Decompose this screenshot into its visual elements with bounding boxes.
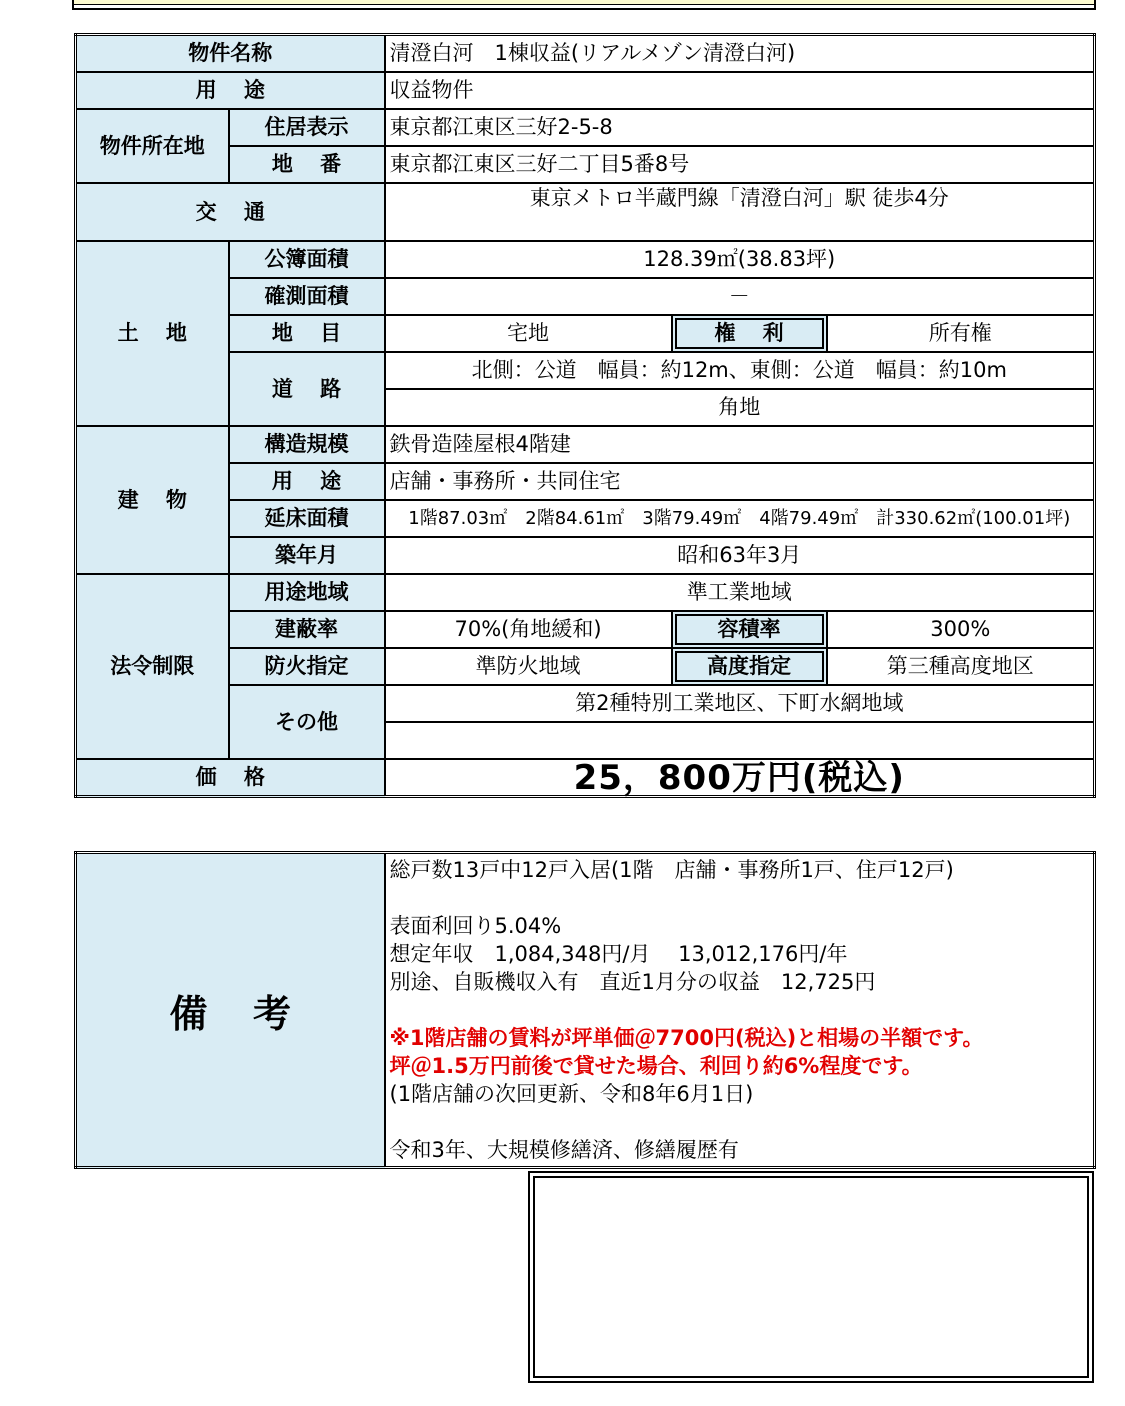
top-banner: [72, 0, 1096, 10]
land-category-label: 地目: [229, 315, 385, 352]
land-label: 土地: [76, 241, 229, 426]
floor-area-value: 1階87.03㎡ 2階84.61㎡ 3階79.49㎡ 4階79.49㎡ 計330.62㎡(100.01坪): [385, 500, 1095, 537]
other-label: その他: [229, 685, 385, 759]
notes-spacer: [390, 1108, 1090, 1136]
notes-spacer: [390, 996, 1090, 1024]
row-notes: [76, 853, 1095, 1168]
notes-income: 想定年収 1,084,348円/月 13,012,176円/年: [389, 942, 848, 966]
notes-rent-warning: ※1階店舗の賃料が坪単価＠7700円(税込)と相場の半額です。: [389, 1026, 984, 1050]
road-value: 北側：公道 幅員：約12m、東側：公道 幅員：約10m: [385, 352, 1095, 389]
price-label: 価格: [76, 759, 385, 797]
row-price: [76, 759, 1095, 797]
address-value: 東京都江東区三好2-5-8: [385, 109, 1095, 146]
row-lot: [76, 146, 1095, 183]
road-note: 角地: [385, 389, 1095, 426]
height-label: 高度指定: [672, 648, 827, 685]
use-value: 収益物件: [385, 72, 1095, 109]
far-value: 300%: [827, 611, 1095, 648]
notes-repairs: 令和3年、大規模修繕済、修繕履歴有: [389, 1138, 739, 1162]
row-zoning: [76, 574, 1095, 611]
row-building-structure: [76, 426, 1095, 463]
built-label: 築年月: [229, 537, 385, 574]
row-transport: [76, 183, 1095, 241]
row-land-category: [76, 315, 1095, 352]
surveyed-area-label: 確測面積: [229, 278, 385, 315]
row-coverage: [76, 611, 1095, 648]
transport-label: 交通: [76, 183, 385, 241]
row-land-surveyed-area: [76, 278, 1095, 315]
lot-value: 東京都江東区三好二丁目5番8号: [385, 146, 1095, 183]
registered-area-label: 公簿面積: [229, 241, 385, 278]
built-value: 昭和63年3月: [385, 537, 1095, 574]
row-building-built: [76, 537, 1095, 574]
price-value: 25，800万円(税込): [385, 759, 1095, 797]
building-use-label: 用途: [229, 463, 385, 500]
rights-label: 権利: [672, 315, 827, 352]
coverage-label: 建蔽率: [229, 611, 385, 648]
height-value: 第三種高度地区: [827, 648, 1095, 685]
blank-box: [528, 1171, 1094, 1383]
row-use: [76, 72, 1095, 109]
regulations-label: 法令制限: [76, 574, 229, 759]
structure-label: 構造規模: [229, 426, 385, 463]
surveyed-area-value: －: [385, 278, 1095, 315]
notes-table: [74, 851, 1096, 1169]
property-name-value: 清澄白河 1棟収益(リアルメゾン清澄白河): [385, 35, 1095, 73]
building-use-value: 店舗・事務所・共同住宅: [385, 463, 1095, 500]
use-label: 用途: [76, 72, 385, 109]
fire-label: 防火指定: [229, 648, 385, 685]
other-value: 第2種特別工業地区、下町水網地域: [385, 685, 1095, 722]
row-fire: [76, 648, 1095, 685]
row-land-road: [76, 352, 1095, 389]
row-address: [76, 109, 1095, 146]
rights-value: 所有権: [827, 315, 1095, 352]
notes-spacer: [390, 884, 1090, 912]
road-label: 道路: [229, 352, 385, 426]
zoning-label: 用途地域: [229, 574, 385, 611]
location-label: 物件所在地: [76, 109, 229, 183]
other-blank: [385, 722, 1095, 759]
far-label: 容積率: [672, 611, 827, 648]
notes-label: 備考: [76, 853, 385, 1168]
land-category-value: 宅地: [385, 315, 672, 352]
notes-vending: 別途、自販機収入有 直近1月分の収益 12,725円: [389, 970, 876, 994]
lot-label: 地番: [229, 146, 385, 183]
notes-occupancy: 総戸数13戸中12戸入居(1階 店舗・事務所1戸、住戸12戸): [389, 858, 954, 882]
floor-area-label: 延床面積: [229, 500, 385, 537]
row-other: [76, 685, 1095, 722]
row-building-floor-area: [76, 500, 1095, 537]
notes-yield-estimate: 坪＠1.5万円前後で貸せた場合、利回り約6%程度です。: [389, 1054, 923, 1078]
notes-renewal: (1階店舗の次回更新、令和8年6月1日): [389, 1082, 754, 1106]
row-land-registered-area: [76, 241, 1095, 278]
address-label: 住居表示: [229, 109, 385, 146]
building-label: 建物: [76, 426, 229, 574]
row-building-use: [76, 463, 1095, 500]
fire-value: 準防火地域: [385, 648, 672, 685]
row-property-name: [76, 35, 1095, 73]
property-name-label: 物件名称: [76, 35, 385, 73]
zoning-value: 準工業地域: [385, 574, 1095, 611]
notes-body: [385, 853, 1095, 1168]
notes-yield: 表面利回り5.04%: [389, 914, 562, 938]
transport-value: 東京メトロ半蔵門線「清澄白河」駅 徒歩4分: [385, 183, 1095, 241]
coverage-value: 70%(角地緩和): [385, 611, 672, 648]
property-spec-table: [74, 33, 1096, 798]
registered-area-value: 128.39㎡(38.83坪): [385, 241, 1095, 278]
structure-value: 鉄骨造陸屋根4階建: [385, 426, 1095, 463]
